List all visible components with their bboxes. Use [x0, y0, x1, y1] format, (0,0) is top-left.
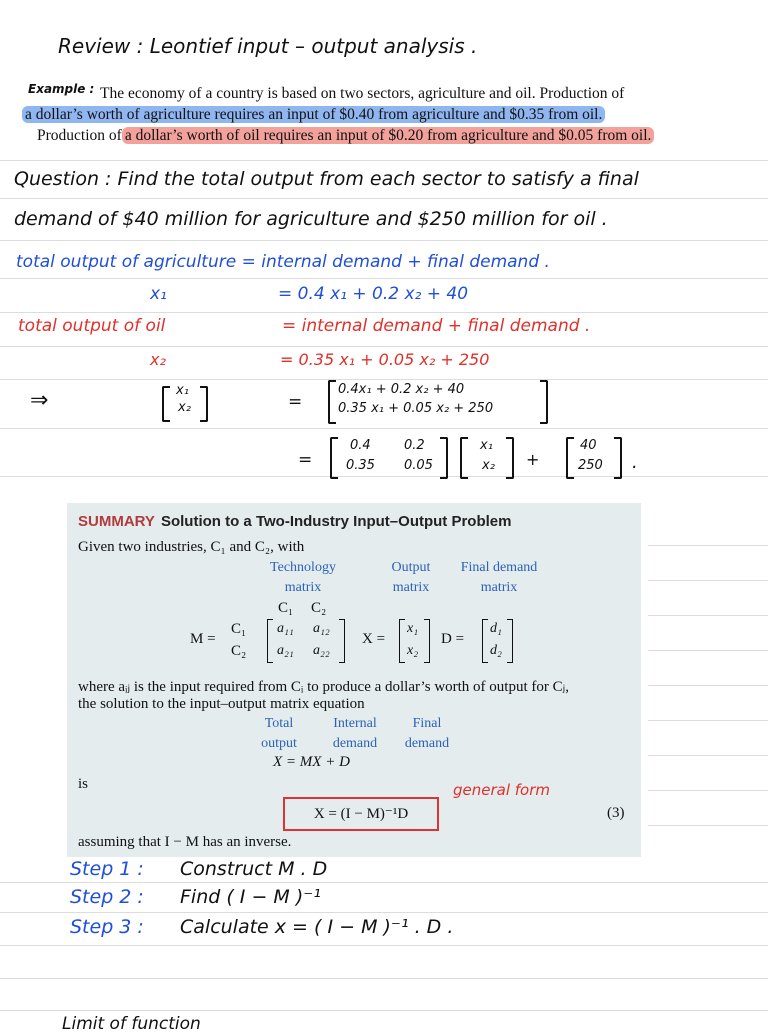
notebook-rule	[0, 379, 768, 380]
boxed-formula: X = (I − M)⁻¹D	[313, 806, 409, 822]
row-c1: C₁	[231, 621, 247, 637]
vector-bracket-left	[162, 386, 170, 422]
d-bracket-left	[566, 437, 574, 479]
example-line-3-prefix: Production of	[37, 127, 122, 144]
coef-bracket-right	[440, 437, 448, 479]
summary-assuming: assuming that I − M has an inverse.	[78, 834, 292, 850]
example-label: Example :	[28, 82, 95, 96]
summary-where-1: where aᵢⱼ is the input required from Cᵢ to produce a dollar’s worth of output for Cⱼ,	[78, 679, 570, 695]
label-output-2: output	[261, 736, 297, 751]
matrix-bracket-left	[328, 380, 336, 424]
cell-a21: a₂₁	[277, 643, 294, 658]
notebook-rule	[0, 346, 768, 347]
label-output-matrix: matrix	[392, 580, 430, 595]
equals-2: =	[298, 450, 313, 470]
notebook-rule	[648, 825, 768, 826]
label-internal-demand: demand	[332, 736, 378, 751]
highlight-oil: a dollar’s worth of oil requires an input of $0.20 from agriculture and $0.05 from oil.	[122, 127, 655, 144]
footer-fragment: Limit of function	[62, 1014, 201, 1034]
d-d1: 40	[580, 438, 597, 453]
x-x1: x₁	[480, 438, 493, 453]
summary-keyword: SUMMARY	[78, 513, 155, 530]
xvec-bracket-left	[399, 619, 405, 663]
x-x2: x₂	[482, 458, 495, 473]
d-d2: 250	[578, 458, 603, 473]
example-line-1: The economy of a country is based on two sectors, agriculture and oil. Production of	[100, 85, 625, 102]
summary-is: is	[78, 776, 89, 792]
d-bracket-right	[614, 437, 622, 479]
summary-title	[78, 513, 511, 530]
step-1-text: Construct M . D	[180, 858, 328, 880]
agriculture-output-line: total output of agriculture = internal demand + final demand .	[16, 252, 550, 272]
summary-heading: Solution to a Two-Industry Input–Output Problem	[160, 513, 512, 530]
step-2-label: Step 2 :	[70, 886, 144, 908]
x-equals: X =	[362, 631, 386, 647]
label-technology-matrix: matrix	[284, 580, 322, 595]
dvec-bracket-right	[507, 619, 513, 663]
notebook-rule	[0, 476, 768, 477]
xvec-bracket-right	[424, 619, 430, 663]
coef-a22: 0.05	[404, 458, 433, 473]
coef-bracket-left	[330, 437, 338, 479]
dvec-bracket-left	[482, 619, 488, 663]
label-internal: Internal	[333, 716, 377, 731]
oil-output-line-rhs: = internal demand + final demand .	[282, 316, 591, 336]
vec-x2: x₂	[178, 400, 191, 415]
coef-a11: 0.4	[350, 438, 371, 453]
general-form-annotation: general form	[453, 781, 551, 799]
equals-1: =	[288, 392, 303, 412]
x-bracket-left	[460, 437, 468, 479]
matrix-bracket-right	[540, 380, 548, 424]
end-dot: .	[632, 452, 638, 473]
cell-a12: a₁₂	[313, 621, 330, 636]
label-final-demand-matrix: matrix	[480, 580, 518, 595]
vec-x1: x₁	[176, 383, 189, 398]
plus-sign: +	[526, 450, 540, 469]
row-c2: C₂	[231, 643, 247, 659]
notebook-rule	[0, 160, 768, 161]
cell-a22: a₂₂	[313, 643, 330, 658]
question-line-2: demand of $40 million for agriculture and $250 million for oil .	[14, 208, 608, 230]
oil-eq-lhs: x₂	[150, 350, 166, 369]
notebook-rule	[0, 945, 768, 946]
matrix-row-1: 0.4x₁ + 0.2 x₂ + 40	[338, 382, 465, 397]
notebook-rule	[0, 428, 768, 429]
notebook-rule	[648, 685, 768, 686]
label-final: Final	[412, 716, 442, 731]
notebook-rule	[648, 615, 768, 616]
summary-box	[67, 503, 641, 857]
cell-a11: a₁₁	[277, 621, 294, 636]
notebook-rule	[648, 720, 768, 721]
m-bracket-right	[339, 619, 345, 663]
notebook-rule	[0, 240, 768, 241]
label-final-demand: Final demand	[460, 560, 538, 575]
notebook-rule	[0, 312, 768, 313]
notebook-rule	[0, 198, 768, 199]
step-3-text: Calculate x = ( I − M )⁻¹ . D .	[180, 916, 454, 938]
coef-a12: 0.2	[404, 438, 425, 453]
equation-number: (3)	[607, 805, 625, 821]
notebook-rule	[648, 790, 768, 791]
notebook-rule	[0, 1010, 768, 1011]
agriculture-eq-rhs: = 0.4 x₁ + 0.2 x₂ + 40	[278, 284, 469, 304]
label-final-demand-2: demand	[404, 736, 450, 751]
step-2-text: Find ( I − M )⁻¹	[180, 886, 321, 908]
page-title: Review : Leontief input – output analysis .	[58, 34, 478, 58]
label-technology: Technology	[270, 560, 336, 575]
xvec-x2: x₂	[407, 643, 419, 658]
notebook-rule	[0, 882, 768, 883]
notebook-rule	[0, 278, 768, 279]
d-equals: D =	[441, 631, 465, 647]
example-line-3	[37, 127, 654, 145]
oil-eq-rhs: = 0.35 x₁ + 0.05 x₂ + 250	[280, 350, 490, 369]
coef-a21: 0.35	[346, 458, 375, 473]
matrix-row-2: 0.35 x₁ + 0.05 x₂ + 250	[338, 401, 494, 416]
step-3-label: Step 3 :	[70, 916, 144, 938]
vector-bracket-right	[200, 386, 208, 422]
dvec-d2: d₂	[490, 643, 502, 658]
m-bracket-left	[267, 619, 273, 663]
xvec-x1: x₁	[407, 621, 419, 636]
notebook-rule	[648, 755, 768, 756]
label-output: Output	[391, 560, 431, 575]
summary-given: Given two industries, C₁ and C₂, with	[78, 539, 305, 555]
col-c2: C₂	[311, 600, 327, 616]
notebook-rule	[0, 978, 768, 979]
label-total: Total	[264, 716, 294, 731]
notebook-rule	[648, 650, 768, 651]
x-bracket-right	[506, 437, 514, 479]
oil-output-line-lhs: total output of oil	[18, 316, 166, 336]
notebook-rule	[648, 580, 768, 581]
summary-equation: X = MX + D	[273, 754, 350, 770]
boxed-formula-box	[283, 797, 439, 831]
m-equals: M =	[190, 631, 216, 647]
notebook-rule	[0, 912, 768, 913]
col-c1: C₁	[278, 600, 294, 616]
notebook-rule	[648, 545, 768, 546]
example-line-2	[22, 106, 605, 124]
question-line-1: Question : Find the total output from each sector to satisfy a final	[14, 168, 639, 190]
implies-arrow: ⇒	[30, 388, 49, 413]
dvec-d1: d₁	[490, 621, 502, 636]
step-1-label: Step 1 :	[70, 858, 144, 880]
summary-where-2: the solution to the input–output matrix equation	[78, 696, 365, 712]
agriculture-eq-lhs: x₁	[150, 284, 167, 304]
highlight-agriculture: a dollar’s worth of agriculture requires an input of $0.40 from agriculture and $0.35 from oil.	[22, 106, 605, 123]
